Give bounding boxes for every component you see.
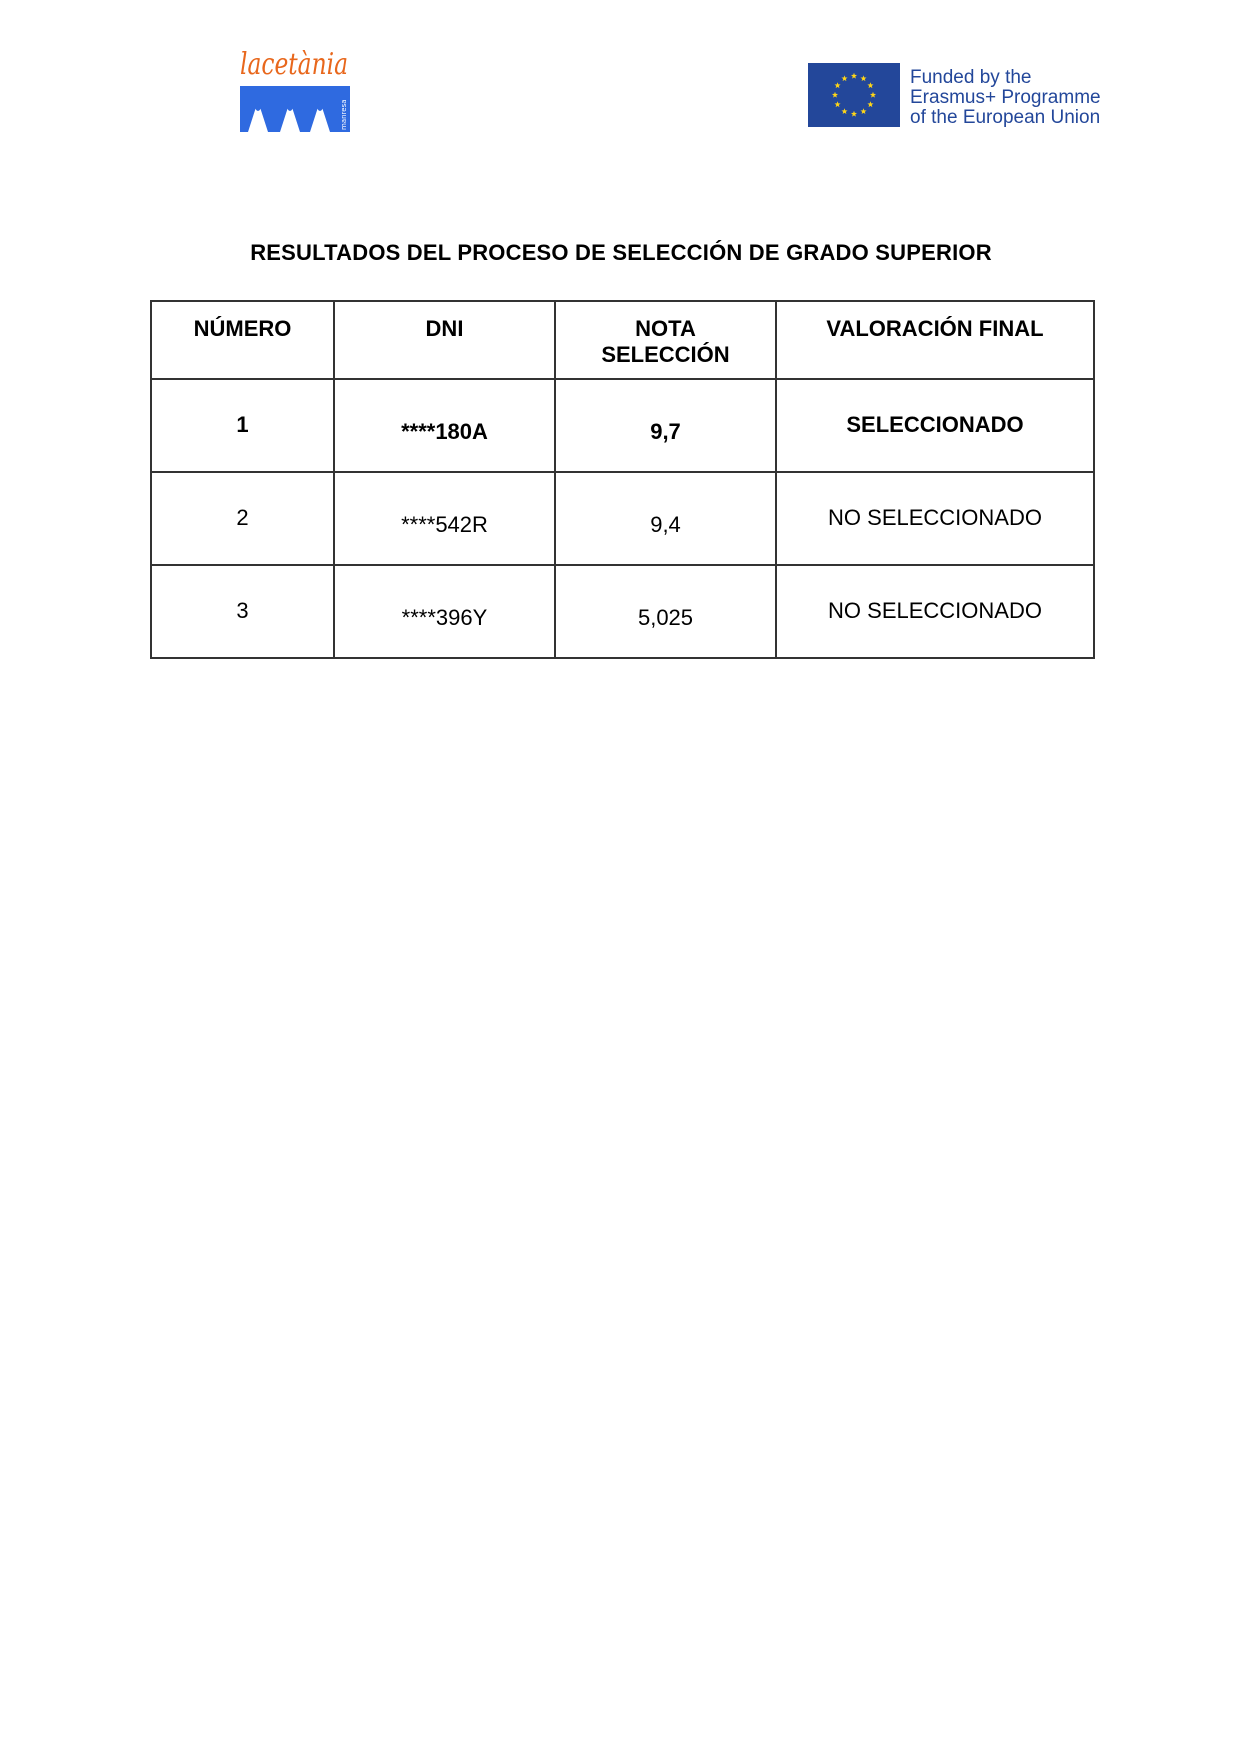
erasmus-logo: [808, 63, 1101, 129]
column-header-valoracion: [776, 301, 1094, 379]
erasmus-logo-line-2: Erasmus+ Programme: [910, 87, 1101, 108]
cell-dni: [334, 472, 555, 565]
results-table: [150, 300, 1095, 659]
lacetania-logo: [238, 46, 352, 136]
column-header-label: DNI: [425, 316, 464, 341]
cell-numero: [151, 565, 334, 658]
erasmus-logo-line-3: of the European Union: [910, 107, 1101, 128]
erasmus-logo-line-1: Funded by the: [910, 67, 1032, 88]
cell-text: 1: [236, 412, 249, 437]
cell-text: ****180A: [401, 419, 488, 444]
cell-text: 3: [236, 598, 249, 623]
eu-flag: [808, 63, 900, 127]
cell-text: 9,7: [650, 419, 681, 444]
cell-dni: [334, 379, 555, 472]
cell-dni: [334, 565, 555, 658]
cell-text: ****542R: [401, 512, 488, 537]
lacetania-logo-subtext: manresa: [340, 99, 348, 130]
cell-text: 9,4: [650, 512, 681, 537]
column-header-label: SELECCIÓN: [601, 342, 730, 367]
table-row: [151, 565, 1094, 658]
document-title: RESULTADOS DEL PROCESO DE SELECCIÓN DE GRADO SUPERIOR: [250, 240, 992, 265]
table-row: [151, 472, 1094, 565]
cell-nota: [555, 565, 776, 658]
cell-text: NO SELECCIONADO: [828, 598, 1042, 623]
cell-valoracion: [776, 565, 1094, 658]
column-header-label: VALORACIÓN FINAL: [826, 316, 1044, 341]
table-header-row: [151, 301, 1094, 379]
cell-text: ****396Y: [401, 605, 488, 630]
column-header-nota: [555, 301, 776, 379]
cell-text: 2: [236, 505, 249, 530]
column-header-label: NOTA: [635, 316, 696, 341]
cell-valoracion: [776, 472, 1094, 565]
lacetania-logo-text: lacetània: [240, 47, 348, 82]
cell-valoracion: [776, 379, 1094, 472]
cell-nota: [555, 472, 776, 565]
cell-text: NO SELECCIONADO: [828, 505, 1042, 530]
cell-text: SELECCIONADO: [846, 412, 1024, 437]
column-header-dni: [334, 301, 555, 379]
cell-text: 5,025: [637, 605, 694, 630]
column-header-label: NÚMERO: [193, 316, 292, 341]
cell-nota: [555, 379, 776, 472]
table-row: [151, 379, 1094, 472]
column-header-numero: [151, 301, 334, 379]
cell-numero: [151, 379, 334, 472]
cell-numero: [151, 472, 334, 565]
